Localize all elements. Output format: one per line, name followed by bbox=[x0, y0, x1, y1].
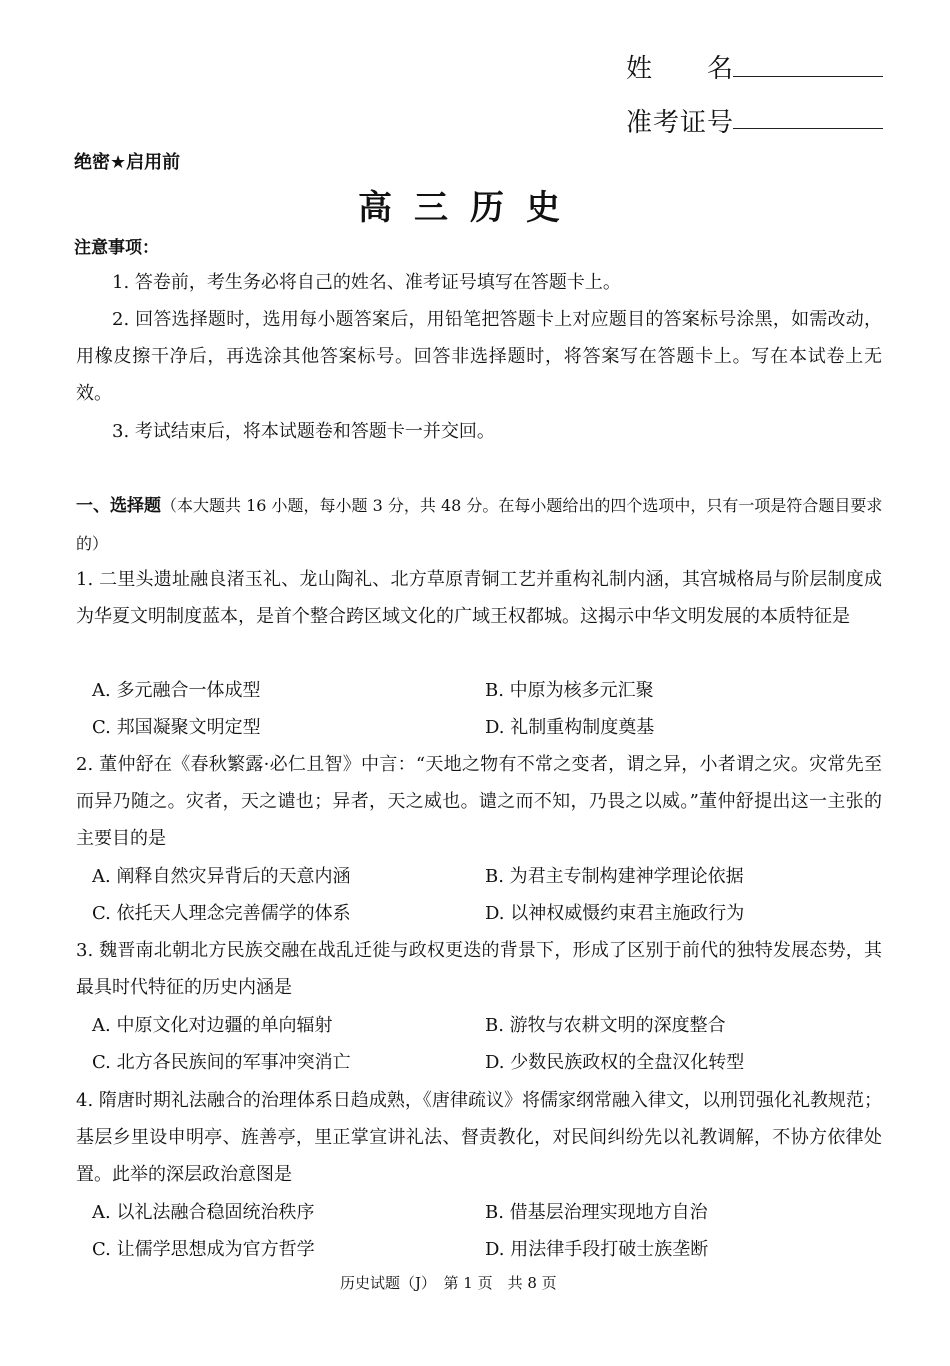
question-3-option-a[interactable]: A. 中原文化对边疆的单向辐射 bbox=[92, 1015, 333, 1036]
section-description: （本大题共 16 小题，每小题 3 分，共 48 分。在每小题给出的四个选项中，只有一项是符合题目要求的） bbox=[76, 496, 883, 553]
question-1-option-b[interactable]: B. 中原为核多元汇聚 bbox=[485, 680, 654, 701]
notice-item-1: 1. 答卷前，考生务必将自己的姓名、准考证号填写在答题卡上。 bbox=[112, 272, 621, 293]
question-2-stem: 2. 董仲舒在《春秋繁露·必仁且智》中言：“天地之物有不常之变者，谓之异，小者谓之灾。灾常先至而异乃随之。灾者，天之谴也；异者，天之威也。谴之而不知，乃畏之以威。”董仲舒提出这一主张的主要目的是 bbox=[76, 754, 882, 849]
question-4-option-c[interactable]: C. 让儒学思想成为官方哲学 bbox=[92, 1239, 315, 1260]
notice-heading: 注意事项： bbox=[74, 238, 159, 258]
question-4-option-b[interactable]: B. 借基层治理实现地方自治 bbox=[485, 1202, 708, 1223]
name-label: 姓 名 bbox=[626, 54, 735, 84]
question-3-option-b[interactable]: B. 游牧与农耕文明的深度整合 bbox=[485, 1015, 726, 1036]
page-title: 高三历史 bbox=[358, 188, 582, 228]
question-1-option-a[interactable]: A. 多元融合一体成型 bbox=[92, 680, 261, 701]
question-2-option-d[interactable]: D. 以神权威慑约束君主施政行为 bbox=[485, 903, 745, 924]
name-blank-line[interactable] bbox=[733, 76, 883, 77]
question-4-option-a[interactable]: A. 以礼法融合稳固统治秩序 bbox=[92, 1202, 315, 1223]
question-1-option-d[interactable]: D. 礼制重构制度奠基 bbox=[485, 717, 655, 738]
question-2-option-b[interactable]: B. 为君主专制构建神学理论依据 bbox=[485, 866, 744, 887]
exam-id-label: 准考证号 bbox=[626, 108, 735, 138]
question-3-stem: 3. 魏晋南北朝北方民族交融在战乱迁徙与政权更迭的背景下，形成了区别于前代的独特发展态势，其最具时代特征的历史内涵是 bbox=[76, 940, 882, 998]
question-4-stem: 4. 隋唐时期礼法融合的治理体系日趋成熟，《唐律疏议》将儒家纲常融入律文，以刑罚强化礼教规范；基层乡里设申明亭、旌善亭，里正掌宣讲礼法、督责教化，对民间纠纷先以礼教调解，不协方依律处置。此举的深层政治意图是 bbox=[76, 1090, 882, 1185]
question-1-option-c[interactable]: C. 邦国凝聚文明定型 bbox=[92, 717, 261, 738]
question-3-option-d[interactable]: D. 少数民族政权的全盘汉化转型 bbox=[485, 1052, 745, 1073]
question-4-option-d[interactable]: D. 用法律手段打破士族垄断 bbox=[485, 1239, 709, 1260]
notice-item-3: 3. 考试结束后，将本试题卷和答题卡一并交回。 bbox=[112, 421, 495, 442]
section-heading bbox=[76, 487, 886, 562]
notice-item-2: 2. 回答选择题时，选用每小题答案后，用铅笔把答题卡上对应题目的答案标号涂黑，如需改动，用橡皮擦干净后，再选涂其他答案标号。回答非选择题时，将答案写在答题卡上。写在本试卷上无效。 bbox=[76, 309, 882, 404]
question-3-option-c[interactable]: C. 北方各民族间的军事冲突消亡 bbox=[92, 1052, 351, 1073]
exam-id-blank-line[interactable] bbox=[733, 128, 883, 129]
question-1-stem: 1. 二里头遗址融良渚玉礼、龙山陶礼、北方草原青铜工艺并重构礼制内涵，其宫城格局与阶层制度成为华夏文明制度蓝本，是首个整合跨区域文化的广域王权都城。这揭示中华文明发展的本质特征是 bbox=[76, 569, 882, 627]
question-2-option-a[interactable]: A. 阐释自然灾异背后的天意内涵 bbox=[92, 866, 351, 887]
secret-mark: 绝密★启用前 bbox=[74, 152, 181, 173]
section-title: 一、选择题 bbox=[76, 496, 161, 516]
question-2-option-c[interactable]: C. 依托天人理念完善儒学的体系 bbox=[92, 903, 351, 924]
page-footer: 历史试题（J） 第 1 页 共 8 页 bbox=[340, 1274, 557, 1292]
